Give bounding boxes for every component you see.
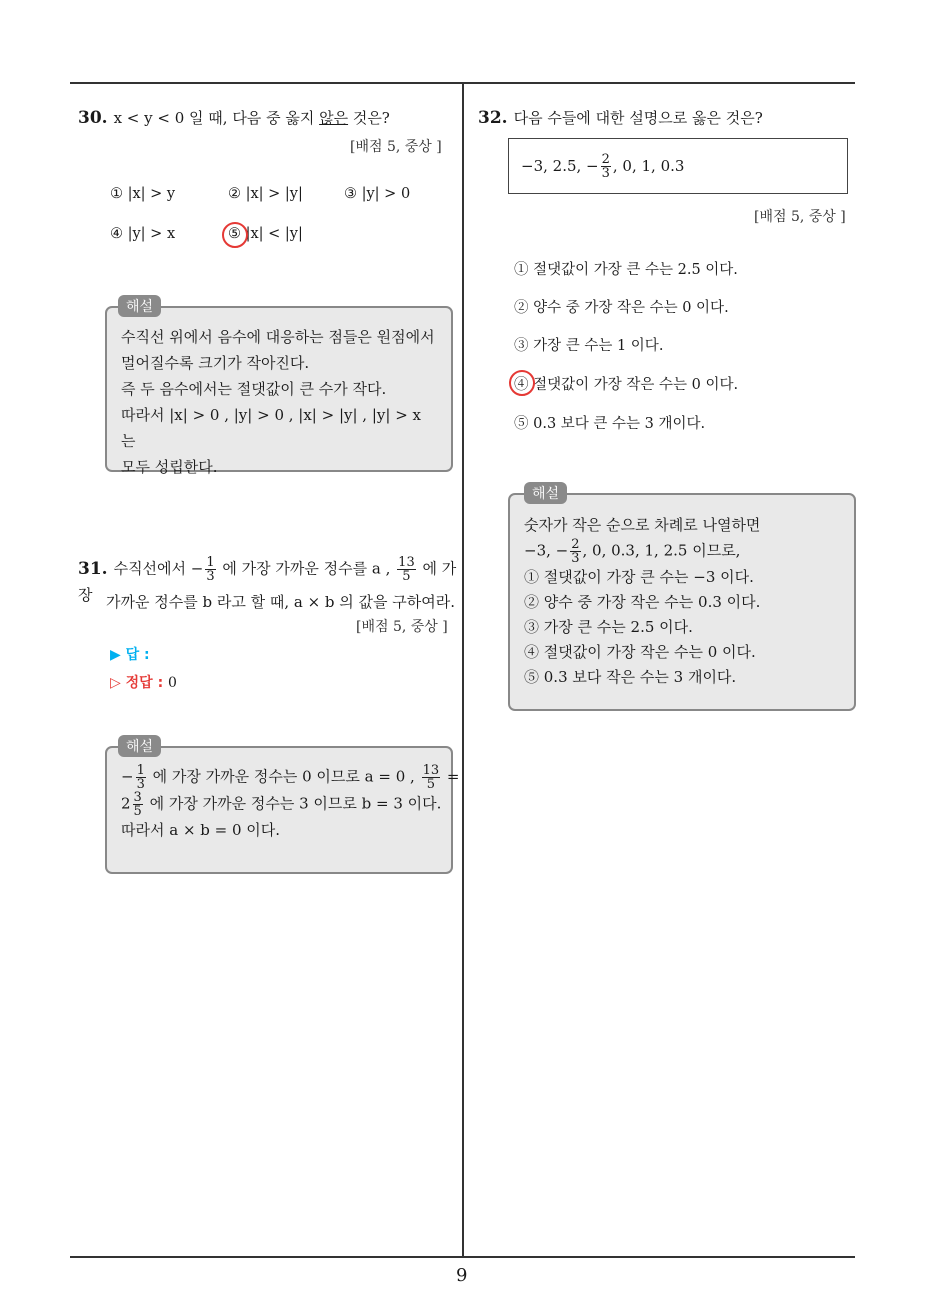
selected-answer-circle xyxy=(222,222,248,248)
q32-option-5[interactable]: ⑤ 0.3 보다 큰 수는 3 개이다. xyxy=(514,416,706,432)
bottom-rule xyxy=(70,1256,855,1258)
q32-option-3[interactable]: ③ 가장 큰 수는 1 이다. xyxy=(514,338,664,354)
q30-option-5[interactable]: ⑤ |x| < |y| xyxy=(228,226,303,242)
explanation-line: 수직선 위에서 음수에 대응하는 점들은 원점에서 xyxy=(121,328,435,346)
q32-option-1[interactable]: ① 절댓값이 가장 큰 수는 2.5 이다. xyxy=(514,262,738,278)
question-32-stem: 32. 다음 수들에 대한 설명으로 옳은 것은? xyxy=(478,108,763,128)
explanation-line: 따라서 |x| > 0 , |y| > 0 , |x| > |y| , |y| > x 는 xyxy=(121,406,421,450)
fraction: $\frac{1}{3}$ xyxy=(206,555,215,584)
page-number: 9 xyxy=(456,1265,468,1286)
explanation-line: ④ 절댓값이 가장 작은 수는 0 이다. xyxy=(524,643,756,661)
question-number: 30. xyxy=(78,108,108,128)
q30-option-1[interactable]: ① |x| > y xyxy=(110,186,176,202)
explanation-tag: 해설 xyxy=(118,735,161,757)
question-30-meta: [배점 5, 중상 ] xyxy=(350,139,442,155)
explanation-line: ③ 가장 큰 수는 2.5 이다. xyxy=(524,618,693,636)
explanation-tag: 해설 xyxy=(524,482,567,504)
explanation-line: ① 절댓값이 가장 큰 수는 −3 이다. xyxy=(524,568,754,586)
question-32-meta: [배점 5, 중상 ] xyxy=(754,209,846,225)
question-31-stem: 31. 수직선에서 − $\frac{1}{3}$ 에 가장 가까운 정수를 a , $\frac{13}{5}$ 에 가장 xyxy=(78,555,457,604)
question-number: 32. xyxy=(478,108,508,128)
q30-explanation-box xyxy=(105,306,453,476)
explanation-line: − $\frac{1}{3}$ 에 가장 가까운 정수는 0 이므로 a = 0 , $\frac{13}{5}$ = xyxy=(121,763,460,792)
explanation-tag: 해설 xyxy=(118,295,161,317)
correct-answer: ▷ 정답 : 0 xyxy=(110,675,177,691)
explanation-line: 따라서 a × b = 0 이다. xyxy=(121,821,281,839)
q32-option-4[interactable]: ④ 절댓값이 가장 작은 수는 0 이다. xyxy=(514,377,739,393)
explanation-line: 숫자가 작은 순으로 차례로 나열하면 xyxy=(524,516,761,534)
selected-answer-circle xyxy=(509,370,535,396)
explanation-line: ⑤ 0.3 보다 작은 수는 3 개이다. xyxy=(524,668,737,686)
explanation-line: 즉 두 음수에서는 절댓값이 큰 수가 작다. xyxy=(121,380,387,398)
fraction: $\frac{13}{5}$ xyxy=(398,555,415,584)
q30-option-2[interactable]: ② |x| > |y| xyxy=(228,186,303,202)
question-31-meta: [배점 5, 중상 ] xyxy=(356,619,448,635)
number-list-box: −3, 2.5, − $\frac{2}{3}$ , 0, 1, 0.3 xyxy=(508,138,848,194)
q32-explanation-box xyxy=(508,493,856,711)
explanation-line: 2 $\frac{3}{5}$ 에 가장 가까운 정수는 3 이므로 b = 3 이다. xyxy=(121,790,442,819)
explanation-line: ② 양수 중 가장 작은 수는 0.3 이다. xyxy=(524,593,761,611)
q31-explanation-box xyxy=(105,746,460,874)
q30-option-3[interactable]: ③ |y| > 0 xyxy=(344,186,411,202)
q32-option-2[interactable]: ② 양수 중 가장 작은 수는 0 이다. xyxy=(514,300,729,316)
q30-option-4[interactable]: ④ |y| > x xyxy=(110,226,176,242)
question-number: 31. xyxy=(78,558,108,579)
answer-input-label[interactable]: ▶ 답 : xyxy=(110,647,150,663)
question-30-stem: 30. x < y < 0 일 때, 다음 중 옳지 않은 것은? xyxy=(78,108,390,128)
explanation-line: 멀어질수록 크기가 작아진다. xyxy=(121,354,310,372)
question-31-stem-line2: 가까운 정수를 b 라고 할 때, a × b 의 값을 구하여라. xyxy=(106,593,456,611)
explanation-line: 모두 성립한다. xyxy=(121,458,218,476)
column-divider xyxy=(462,82,464,1257)
explanation-line: −3, − $\frac{2}{3}$ , 0, 0.3, 1, 2.5 이므로, xyxy=(524,537,741,566)
